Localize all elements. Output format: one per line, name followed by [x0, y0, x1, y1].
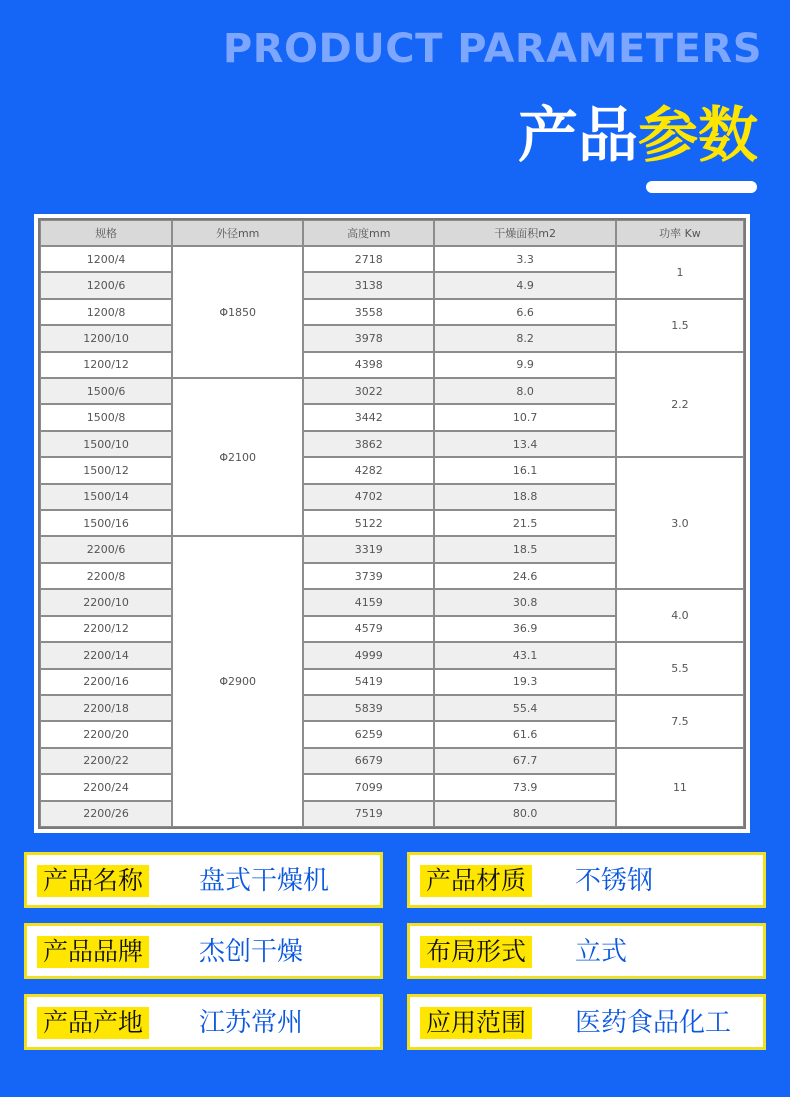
header-height: 高度mm — [303, 220, 434, 246]
cell-drying-area: 3.3 — [434, 246, 616, 272]
cell-diameter: Φ1850 — [172, 246, 303, 378]
cell-drying-area: 19.3 — [434, 669, 616, 695]
cell-power: 7.5 — [616, 695, 744, 748]
chinese-title-white: 产品 — [518, 101, 638, 171]
cell-spec: 1200/8 — [40, 299, 172, 325]
origin-value: 江苏常州 — [199, 1008, 304, 1038]
cell-drying-area: 21.5 — [434, 510, 616, 536]
cell-drying-area: 9.9 — [434, 352, 616, 378]
cell-height: 3022 — [303, 378, 434, 404]
cell-power: 1.5 — [616, 299, 744, 352]
cell-spec: 1500/16 — [40, 510, 172, 536]
cell-spec: 2200/16 — [40, 669, 172, 695]
cell-height: 5839 — [303, 695, 434, 721]
application-label: 应用范围 — [420, 1007, 532, 1039]
cell-height: 3138 — [303, 272, 434, 298]
chinese-title — [518, 88, 758, 174]
cell-height: 4159 — [303, 589, 434, 615]
title-underline-bar — [646, 181, 757, 193]
cell-power: 11 — [616, 748, 744, 827]
cell-spec: 2200/24 — [40, 774, 172, 800]
cell-drying-area: 24.6 — [434, 563, 616, 589]
table-row — [40, 642, 744, 668]
cell-height: 5122 — [303, 510, 434, 536]
application-value: 医药食品化工 — [575, 1008, 732, 1038]
cell-height: 7519 — [303, 801, 434, 827]
cell-spec: 2200/6 — [40, 536, 172, 562]
info-box-layout-form — [407, 923, 766, 979]
cell-drying-area: 36.9 — [434, 616, 616, 642]
cell-height: 2718 — [303, 246, 434, 272]
info-box-origin — [24, 994, 383, 1050]
cell-spec: 1500/10 — [40, 431, 172, 457]
cell-power: 1 — [616, 246, 744, 299]
cell-spec: 2200/10 — [40, 589, 172, 615]
cell-height: 4999 — [303, 642, 434, 668]
cell-height: 3978 — [303, 325, 434, 351]
table-row — [40, 352, 744, 378]
parameters-table — [38, 218, 746, 829]
info-box-brand — [24, 923, 383, 979]
cell-spec: 1200/6 — [40, 272, 172, 298]
cell-height: 5419 — [303, 669, 434, 695]
cell-drying-area: 16.1 — [434, 457, 616, 483]
cell-spec: 1200/10 — [40, 325, 172, 351]
cell-drying-area: 8.2 — [434, 325, 616, 351]
table-row — [40, 589, 744, 615]
product-name-label: 产品名称 — [37, 865, 149, 897]
cell-drying-area: 61.6 — [434, 721, 616, 747]
table-row — [40, 695, 744, 721]
cell-spec: 1200/12 — [40, 352, 172, 378]
cell-drying-area: 10.7 — [434, 404, 616, 430]
cell-diameter: Φ2100 — [172, 378, 303, 536]
cell-spec: 2200/26 — [40, 801, 172, 827]
cell-diameter: Φ2900 — [172, 536, 303, 827]
table-body — [40, 246, 744, 827]
cell-height: 7099 — [303, 774, 434, 800]
origin-label: 产品产地 — [37, 1007, 149, 1039]
layout-form-label: 布局形式 — [420, 936, 532, 968]
cell-spec: 2200/20 — [40, 721, 172, 747]
header-power: 功率 Kw — [616, 220, 744, 246]
cell-height: 4579 — [303, 616, 434, 642]
cell-height: 3319 — [303, 536, 434, 562]
cell-power: 3.0 — [616, 457, 744, 589]
material-value: 不锈钢 — [575, 866, 654, 896]
cell-drying-area: 18.5 — [434, 536, 616, 562]
table-row — [40, 299, 744, 325]
cell-drying-area: 67.7 — [434, 748, 616, 774]
cell-drying-area: 6.6 — [434, 299, 616, 325]
header-diameter: 外径mm — [172, 220, 303, 246]
brand-label: 产品品牌 — [37, 936, 149, 968]
table-row — [40, 246, 744, 272]
header-drying-area: 干燥面积m2 — [434, 220, 616, 246]
cell-spec: 2200/12 — [40, 616, 172, 642]
table-row — [40, 457, 744, 483]
cell-spec: 1200/4 — [40, 246, 172, 272]
product-name-value: 盘式干燥机 — [199, 866, 330, 896]
cell-drying-area: 30.8 — [434, 589, 616, 615]
cell-drying-area: 8.0 — [434, 378, 616, 404]
cell-spec: 1500/6 — [40, 378, 172, 404]
cell-height: 3558 — [303, 299, 434, 325]
cell-height: 3862 — [303, 431, 434, 457]
cell-power: 5.5 — [616, 642, 744, 695]
cell-height: 6679 — [303, 748, 434, 774]
layout-form-value: 立式 — [575, 937, 628, 967]
cell-height: 3442 — [303, 404, 434, 430]
material-label: 产品材质 — [420, 865, 532, 897]
parameters-table-panel — [34, 214, 750, 833]
brand-value: 杰创干燥 — [199, 937, 304, 967]
cell-spec: 2200/14 — [40, 642, 172, 668]
cell-height: 4398 — [303, 352, 434, 378]
header-spec: 规格 — [40, 220, 172, 246]
cell-drying-area: 73.9 — [434, 774, 616, 800]
info-box-material — [407, 852, 766, 908]
info-box-application — [407, 994, 766, 1050]
cell-height: 6259 — [303, 721, 434, 747]
cell-height: 4282 — [303, 457, 434, 483]
table-header-row — [40, 220, 744, 246]
english-title: PRODUCT PARAMETERS — [222, 26, 762, 72]
cell-spec: 1500/8 — [40, 404, 172, 430]
cell-spec: 2200/18 — [40, 695, 172, 721]
cell-spec: 2200/8 — [40, 563, 172, 589]
cell-drying-area: 13.4 — [434, 431, 616, 457]
cell-spec: 1500/14 — [40, 484, 172, 510]
cell-drying-area: 4.9 — [434, 272, 616, 298]
cell-drying-area: 43.1 — [434, 642, 616, 668]
cell-height: 3739 — [303, 563, 434, 589]
cell-drying-area: 80.0 — [434, 801, 616, 827]
cell-spec: 2200/22 — [40, 748, 172, 774]
table-row — [40, 748, 744, 774]
cell-drying-area: 18.8 — [434, 484, 616, 510]
cell-power: 4.0 — [616, 589, 744, 642]
cell-spec: 1500/12 — [40, 457, 172, 483]
cell-drying-area: 55.4 — [434, 695, 616, 721]
cell-power: 2.2 — [616, 352, 744, 458]
cell-height: 4702 — [303, 484, 434, 510]
info-box-product-name — [24, 852, 383, 908]
chinese-title-yellow: 参数 — [638, 101, 758, 171]
